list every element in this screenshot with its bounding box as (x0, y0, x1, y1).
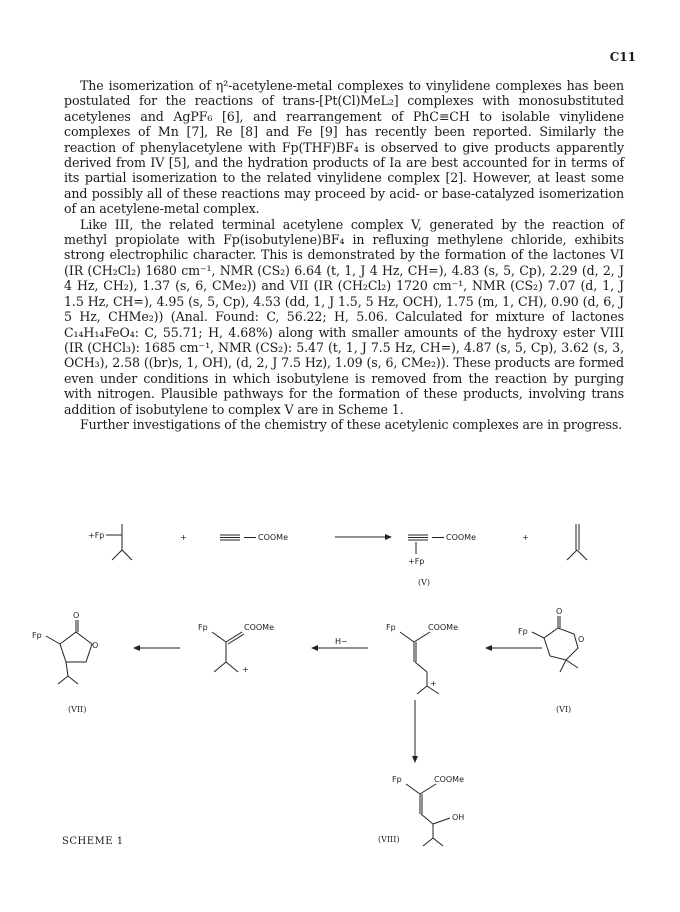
compound-v (408, 533, 476, 587)
plus-int1: + (242, 665, 249, 674)
reaction-scheme (30, 520, 660, 860)
o-vi-carbonyl: O (556, 607, 563, 616)
scheme-drawing (30, 520, 660, 860)
product-isobutylene (567, 524, 587, 560)
paragraph-1: The isomerization of η²-acetylene-metal complexes to vinylidene complexes has been postulated for the reactions of trans-[Pt(Cl)MeL₂] complexes with monosubstituted acetylenes and AgPF₆ [6], and rearrangement of PhC≡CH to isolable vinylidene complexes of Mn [7], Re [8] and Fe [9] has recently been reported. Similarly the reaction of phenylacetylene with Fp(THF)BF₄ is observed to give products apparently derived from IV [5], and the hydration products of Ia are best accounted for in terms of its partial isomerization to the related vinylidene complex [2]. However, at least some and possibly all of these reactions may proceed by acid- or base-catalyzed isomerization of an acetylene-metal complex. (64, 78, 624, 217)
fp-vii: Fp (32, 631, 42, 640)
compound-viii (378, 775, 464, 846)
o-vi-ring: O (578, 635, 585, 644)
plus-int2: + (430, 679, 437, 688)
label-vi: (VI) (556, 705, 572, 714)
fp-vi: Fp (518, 627, 528, 636)
reactant-fp-isobutylene (88, 524, 132, 560)
body-text (64, 78, 624, 432)
compound-vi (518, 607, 584, 714)
cation-intermediate-left (198, 623, 274, 674)
label-viii: (VIII) (378, 835, 400, 844)
o-vii-ring: O (92, 641, 99, 650)
reactant-methyl-propiolate (220, 533, 288, 542)
cation-intermediate-right (386, 623, 458, 694)
fp-plus-v: +Fp (408, 557, 425, 566)
label-v: (V) (418, 578, 431, 587)
scheme-caption: SCHEME 1 (62, 836, 124, 847)
paragraph-3: Further investigations of the chemistry of these acetylenic complexes are in progress. (80, 416, 623, 432)
page-number: C11 (609, 50, 636, 64)
plus-1: + (180, 533, 187, 542)
oh-viii: OH (452, 813, 465, 822)
compound-vii (32, 611, 98, 714)
paragraph-2: Like III, the related terminal acetylene complex V, generated by the reaction of methyl propiolate with Fp(isobutylene)BF₄ in refluxing methylene chloride, exhibits strong electrophilic character. This is demonstrated by the formation of the lactones VI (IR (CH₂Cl₂) 1680 cm⁻¹, NMR (CS₂) 6.64 (t, 1, J 4 Hz, CH=), 4.83 (s, 5, Cp), 2.29 (d, 2, J 4 Hz, CH₂), 1.37 (s, 6, CMe₂)) and VII (IR (CH₂Cl₂) 1720 cm⁻¹, NMR (CS₂) 7.07 (d, 1, J 1.5 Hz, CH=), 4.95 (s, 5, Cp), 4.53 (dd, 1, J 1.5, 5 Hz, OCH), 1.75 (m, 1, CH), 0.90 (d, 6, J 5 Hz, CHMe₂)) (Anal. Found: C, 56.22; H, 5.06. Calculated for mixture of lactones C₁₄H₁₄FeO₄: C, 55.71; H, 4.68%) along with smaller amounts of the hydroxy ester VIII (IR (CHCl₃): 1685 cm⁻¹, NMR (CS₂): 5.47 (t, 1, J 7.5 Hz, CH=), 4.87 (s, 5, Cp), 3.62 (s, 3, OCH₃), 2.58 ((br)s, 1, OH), (d, 2, J 7.5 Hz), 1.09 (s, 6, CMe₂)). These products are formed even under conditions in which isobutylene is removed from the reaction by purging with nitrogen. Plausible pathways for the formation of these products, involving trans addition of isobutylene to complex V are in Scheme 1. (64, 216, 624, 417)
fp-int2: Fp (386, 623, 396, 632)
coome-label-2: COOMe (446, 533, 477, 542)
fp-viii: Fp (392, 775, 402, 784)
coome-viii: COOMe (434, 775, 465, 784)
o-vii-carbonyl: O (73, 611, 80, 620)
plus-2: + (522, 533, 529, 542)
fp-plus-label: +Fp (88, 531, 105, 540)
coome-label-1: COOMe (258, 533, 289, 542)
fp-int1: Fp (198, 623, 208, 632)
hydride-shift: H~ (335, 637, 348, 646)
label-vii: (VII) (68, 705, 87, 714)
coome-int1: COOMe (244, 623, 275, 632)
coome-int2: COOMe (428, 623, 459, 632)
